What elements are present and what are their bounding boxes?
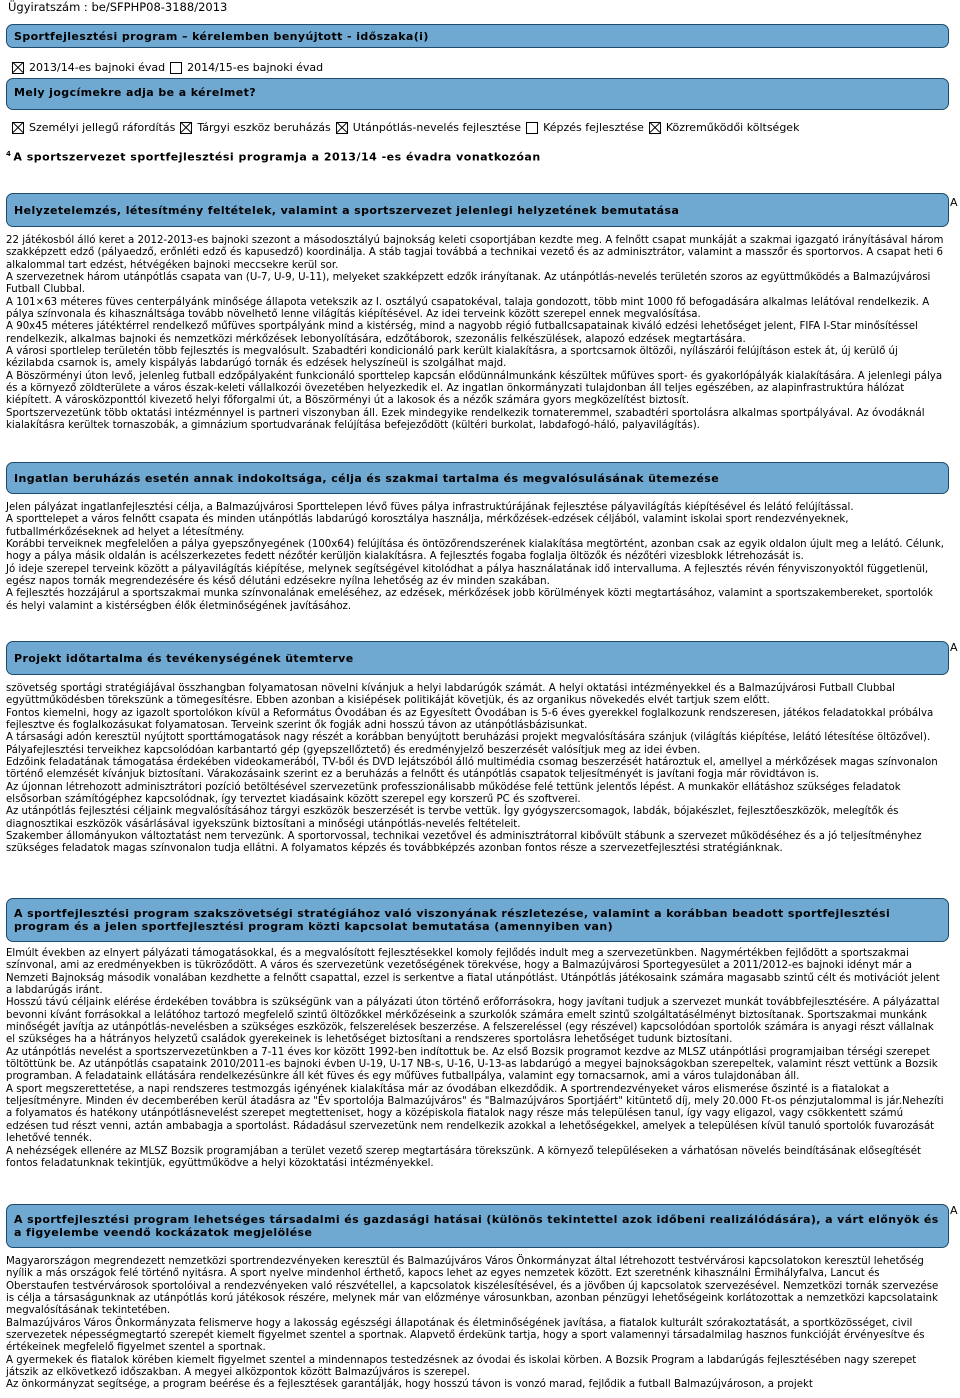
- season-options: [12, 61, 328, 74]
- paragraph: Edzőink feladatának támogatása érdekében videokamerából, TV-ből és DVD lejátszóból álló multimédia csomag beszerzését határoztuk el, amellyel a mérkőzések magas színvonalon történő elemzését kívánjuk biztosítani. Várakozásaink szerint ez a beruházás a felnőtt és utánpótlás csapatok teljesítményét is javítani fogja már rövidtávon is.: [6, 757, 938, 781]
- paragraph: Jelen pályázat ingatlanfejlesztési célja, a Balmazújvárosi Sporttelepen lévő füves pálya infrastruktúrájának fejlesztése pályavilágítás kiépítésével és lelátó felújítással.: [6, 502, 854, 513]
- section-title: Helyzetelemzés, létesítmény feltételek, valamint a sportszervezet jelenlegi helyzetének bemutatása: [14, 203, 680, 217]
- side-mark: A: [950, 641, 958, 654]
- investment-text: [6, 502, 946, 613]
- schedule-section-bar: [6, 641, 949, 675]
- paragraph: A Böszörményi úton levő, jelenleg futball edzőpályaként funkcionáló sporttelep kapcsán elődünnálmunkánk készültek műfüves sport- és gyakorlópályák kialakítására. A jelenlegi pálya és a környező zöldterülete a város észak-keleti vállalkozói övezetében helyezkedik el. Az ingatlan önkormányzati tulajdonban áll teljes egészében, az alapinfrastruktúra hálózat kiépített. A városközponttól kivezető helyi főforgalmi út, a Böszörményi út a lakosok és a nézők számára gyors megközelítést biztosít.: [6, 370, 943, 407]
- checked-box-icon[interactable]: [336, 122, 348, 134]
- empty-checkbox-icon[interactable]: [170, 62, 182, 74]
- checked-box-icon[interactable]: [649, 122, 661, 134]
- season-label: 2013/14-es bajnoki évad: [29, 61, 166, 74]
- paragraph: A városi sportlelep területén több fejlesztés is megvalósult. Szabadtéri kondicionáló park került kialakításra, a sportcsarnok öltözői, nyílászárói felújításon estek át, új kerülő új kézilabda csarnok is, amely kispályás labdarúgó tornák és edzések helyszíneül is szolgálhat majd.: [6, 346, 898, 370]
- section-title: Projekt időtartalma és tevékenységének ütemterve: [14, 651, 354, 665]
- category-option[interactable]: [649, 121, 800, 134]
- category-label: Utánpótlás-nevelés fejlesztése: [352, 121, 522, 134]
- paragraph: A szervezetnek három utánpótlás csapata van (U-7, U-9, U-11), melyeket szakképzett edzők irányítanak. Az utánpótlás-nevelés területén szoros az együttműködés a Balmazújvárosi Futball Clubbal.: [6, 272, 931, 296]
- season-label: 2014/15-es bajnoki évad: [187, 61, 324, 74]
- category-option[interactable]: [336, 121, 521, 134]
- paragraph: Sportszervezetünk több oktatási intézménnyel is partneri viszonyban áll. Ezek mindegyike rendelkezik tornateremmel, szabadtéri sportolásra alkalmas sportpályával. Az óvodáknál kialakításra kerültek tornaszobák, a gimnázium sportudvarának felújítása befejeződött (kültéri burkolat, labdafogó-háló, palyavilágítás).: [6, 407, 925, 432]
- program-title: [6, 150, 541, 164]
- checked-box-icon[interactable]: [12, 122, 24, 134]
- schedule-text: [6, 683, 946, 856]
- side-mark: A: [950, 1204, 958, 1217]
- strategy-section-bar: [6, 898, 949, 942]
- paragraph: A nehézségek ellenére az MLSZ Bozsik programjában a terület vezető szerep megtartására törekszünk. A környező településeken a várhatósan növelés beindításának elősegítését fontos feladatunknak tekintjük, együttműködve a helyi közoktatási intézményekkel.: [6, 1145, 921, 1169]
- paragraph: Az utánpótlás nevelést a sportszervezetünkben a 7-11 éves kor között 1992-ben indítottuk be. Az első Bozsik programot kezdve az MLSZ utánpótlási programjaiban térségi szerepet töltöttünk be. Az utánpótlás csapataink 2010/2011-es bajnoki évben U-19, U-17 NB-s, U-16, U-13-as labdarúgó a megyei bajnokságokban szerepeltek, valamint részt vettünk a Bozsik programban. A feladataink ellátására rendelkezésünkre áll két füves és egy műfüves futballpálya, valamint egy tornacsarnok, ami a város tulajdonában áll.: [6, 1046, 938, 1083]
- paragraph: Jó ideje szerepel terveink között a pályavilágítás kiépítése, melynek segítségével kitolódhat a pálya használatának idő intervalluma. A fejlesztés révén fényviszonyoktól függetlenül, egész napos tornák megrendezésére és késő délutáni edzésekre nyílna lehetőség az év minden szakában.: [6, 563, 929, 588]
- paragraph: A fejlesztés hozzájárul a sportszakmai munka színvonalának emeléséhez, az edzések, mérkőzések jobb körülmények közti megtartásához, valamint a sportszakembereket, sportolók és helyi valamint a kistérségben élők életminőségének javításához.: [6, 588, 933, 612]
- section-title: A sportfejlesztési program lehetséges társadalmi és gazdasági hatásai (különös tekintettel azok időbeni realizálódására), a várt előnyök és a figyelembe veendő kockázatok megjelölése: [14, 1213, 939, 1239]
- category-option[interactable]: [12, 121, 175, 134]
- paragraph: Az újonnan létrehozott adminisztrátori pozíció betöltésével szervezetünk professzionálisabb működése felé tettünk jelentős lépést. A munkakör ellátáshoz szükséges feladatok elsősorban számítógéphez kapcsolódnak, így terveztet kiadásaink között szerepel egy korszerű PC és szoftverei.: [6, 781, 901, 806]
- category-option[interactable]: [180, 121, 330, 134]
- period-title: Sportfejlesztési program – kérelemben benyújtott - időszaka(i): [14, 29, 429, 43]
- impact-text: [6, 1256, 946, 1392]
- paragraph: Elmúlt években az elnyert pályázati támogatásokkal, és a megvalósított fejlesztésekkel komoly fejlődés indult meg a szervezetünkben. Nagymértékben fejlődött a sportszakmai színvonal, ami az eredményekben is tükröződött. A város és szervezetünk vezetőségének törekvése, hogy a Balmazújvárosi Sportegyesület a 2011/2012-es bajnoki idényt már a Nemzeti Bajnokság második vonalában kezdhette a felnőtt csapattal, ezzel is serkentve a fiatal utánpótlást. Utánpótlás játékosaink számára magasabb szintű célt és motivációt jelent a labdarúgás iránt.: [6, 948, 940, 997]
- category-options: [12, 121, 804, 134]
- paragraph: A sport megszerettetése, a napi rendszeres testmozgás igényének kialakítása már az óvodában elkezdődik. A sportrendezvényeket város elismerése őszinté is a fiatalokat a teljesítményre. Minden év decemberében kerül átadásra az "Év sportolója Balmazújváros" és "Balmazújváros Sportjáért" kitüntető díj, mely 20.000 Ft-os pénzjutalommal is jár.Nehezíti a folyamatos és hatékony utánpótlásnevelést szerepet megtetteniset, hogy a középiskola fiatalok nagy része más településen tanul, így vagy eligazol, vagy csökkentett számú edzésen tud részt venni, aztán ambabagja a sportolást. Rádadásul szervezetünk nem rendelkezik azokkal a lehetőségekkel, amelyek a településen kívül tanuló sportolók fuvarozását lehetővé tennék.: [6, 1083, 944, 1145]
- category-label: Képzés fejlesztése: [543, 121, 644, 134]
- legal-basis-bar: [6, 78, 949, 110]
- legal-basis-title: Mely jogcímekre adja be a kérelmet?: [14, 86, 257, 99]
- paragraph: A 90x45 méteres játéktérrel rendelkező műfüves sportpályánk mind a kistérség, mind a nagyobb régió futballcsapatainak kiváló edzési lehetőséget jelent, FIFA I-Star minősítéssel rendelkezik, alkalmas bajnoki és nemzetközi mérkőzések lebonyolítására, edzőtáborok, szezonális felkészülések, alapozó edzések megtartására.: [6, 321, 918, 345]
- paragraph: A sporttelepet a város felnőtt csapata és minden utánpótlás labdarúgó korosztálya használja, mérkőzések-edzések céljából, valamint iskolai sport rendezvényeknek, futballmérkőzéseknek ad helyet a létesítmény.: [6, 514, 849, 538]
- season-option[interactable]: [170, 61, 323, 74]
- category-label: Személyi jellegű ráfordítás: [29, 121, 176, 134]
- paragraph: A 101×63 méteres füves centerpályánk minősége állapota vetekszik az I. osztályú csapatokéval, talaja gondozott, több mint 1000 fő befogadására alkalmas lelátóval rendelkezik. A pálya színvonala és kihasználtsága tovább növelhető lenne világítás kiépítésével. Az idei terveink között szerepel ennek megvalósítása.: [6, 296, 930, 321]
- paragraph: Fontos kiemelni, hogy az igazolt sportolókon kívül a Református Óvodában és az Egyesített Óvodában is 5-6 éves gyerekkel foglalkozunk rendszeresen, játékos feladatokkal próbálva fejlesztve és foglalkozásukat folyamatosan. Terveink szerint ők fogják adni hosszú távon az utánpótlásbázisunkat.: [6, 707, 934, 732]
- paragraph: 22 játékosból álló keret a 2012-2013-es bajnoki szezont a másodosztályú bajnokság keleti csoportjában kezdte meg. A felnőtt csapat munkáját a szakmai igazgató irányításával három szakképzett edző (pályaedző, erőnléti edző és kapusedző) koordinálja. A stáb tagjai továbbá a technikai vezető és az adminisztrátor, valamint a masszőr és sportorvos. A csapat heti 6 alkalommal tart edzést, hétvégéken bajnoki meccsekre kerül sor.: [6, 235, 944, 271]
- checked-box-icon[interactable]: [12, 62, 24, 74]
- category-label: Tárgyi eszköz beruházás: [197, 121, 331, 134]
- paragraph: A gyermekek és fiatalok körében kiemelt figyelmet szentel a mindennapos testedzésnek az óvodai és iskolai körben. A Bozsik Program a labdarúgás fejlesztésében nagy szerepet játszik az elkövetkező időszakban. A megyei alközpontok között Balmazújváros is szerepel.: [6, 1354, 917, 1379]
- paragraph: Az önkormányzat segítsége, a program beérése és a fejlesztések garantálják, hogy hosszú távon is vonzó marad, fejlődik a futball Balmazújvároson, a projekt: [6, 1379, 813, 1391]
- period-section-bar: [6, 24, 949, 48]
- paragraph: A társasági adón keresztül nyújtott sporttámogatások nagy részét a korábban benyújtott beruházási projekt megvalósítására szánjuk (világítás kiépítése, lelátó létesítése öltözővel). Pályafejlesztési terveikhez kapcsolódóan karbantartó gép (gyepszellőztető) és eredményjelző beszerzését valósítjuk meg az idei évben.: [6, 732, 931, 756]
- situation-text: [6, 235, 946, 433]
- side-mark: A: [950, 196, 958, 209]
- program-title-text: A sportszervezet sportfejlesztési programja a 2013/14 -es évadra vonatkozóan: [13, 150, 541, 164]
- category-option[interactable]: [526, 121, 644, 134]
- paragraph: Balmazújváros Város Önkormányzata felismerve hogy a lakosság egészségi állapotának és életminőségének javítása, a fiatalok kulturált szórakoztatását, a sportközösséget, civil szervezetek népességmegtartó szerepét kiemelt figyelmet szentel a sportnak. Alapvető érdekünk tartja, hogy a sport valamennyi társadalmilag hasznos funkcióját érvényesítve és értékeinek megfelelő figyelmet szentel a sportnak.: [6, 1317, 925, 1354]
- paragraph: Korábbi terveiknek megfelelően a pálya gyepszőnyegének (100x64) felújítása és öntözőrendszerének kialakítása megtörtént, azonban csak az egyik oldalon újult meg a lelátó. Célunk, hogy a pálya másik oldalán is acélszerkezetes fedett nézőtér kerüljön kialakításra. A fejlesztés fogaba foglalja öltözők és nézőtéri vizesblokk létrehozását is.: [6, 539, 945, 563]
- paragraph: Hosszú távú céljaink elérése érdekében továbbra is szükségünk van a pályázati úton történő erőforrásokra, hogy javítani tudjuk a szervezet munkát továbbfejlesztésére. A pályázattal bevonni kívánt forrásokkal a lelátóhoz tartozó megfelelő szintű öltözőkkel mérkőzéseink a szurkolók számára emelt szintű szolgáltatásélményt biztosítanak. Sportszakmai munkánk minőségét javítja az utánpótlás-nevelésben a szükséges eszközök, felszerelések beszerzése. A felszereléssel (egy részével) kapcsolódóan sportolók számára is anyagi részt vállalnak el szükséges ha a hátrányos helyzetű családok gyerekeinek is lehetőséget biztosítani a rendszeres sportolásra lehetőséget tudunk biztosítani.: [6, 997, 940, 1046]
- checked-box-icon[interactable]: [180, 122, 192, 134]
- section-title: Ingatlan beruházás esetén annak indokoltsága, célja és szakmai tartalma és megvalósulásának ütemezése: [14, 471, 720, 485]
- section-title: A sportfejlesztési program szakszövetségi stratégiához való viszonyának részletezése, valamint a korábban beadott sportfejlesztési program és a jelen sportfejlesztési program közti kapcsolat bemutatása (amennyiben van): [14, 907, 891, 933]
- empty-checkbox-icon[interactable]: [526, 122, 538, 134]
- season-option[interactable]: [12, 61, 165, 74]
- category-label: Közreműködői költségek: [665, 121, 800, 134]
- reference-number: Ügyiratszám : be/SFPHP08-3188/2013: [8, 0, 228, 14]
- footnote-marker: 4: [6, 150, 12, 158]
- paragraph: Szakember állományukon változtatást nem tervezünk. A sportorvossal, technikai vezetővel és adminisztrátorral kibővült stábunk a szervezet működéséhez és a jó teljesítményhez szükséges feladatok magas színvonalon tudja ellátni. A folyamatos képzés és továbbképzés azonban fontos része a szervezetfejlesztési stratégiánknak.: [6, 831, 922, 855]
- situation-section-bar: [6, 193, 949, 227]
- paragraph: Magyarországon megrendezett nemzetközi sportrendezvényeken keresztül és Balmazújváros Város Önkormányzat által létrehozott testvérvárosi kapcsolatokon keresztül lehetőség nyílik a más országok felé történő nyitásra. A sport nyelve mindenhol érthető, kapocs lehet az egyes nemzetek között. Ezt szeretnénk kihasználni Érmihályfalva, Lancut és Oberstaufen testvérvárosok sportolóival a rendezvényeken való részvétellel, a kapcsolatok kiszélesítésével, és a jövőben új kapcsolatok szervezésével. Nemzetközi tornák szervezése is célja a társaságunknak az utánpótlás korú játékosok részére, melynek már van előzménye városunkban, azonban pénzügyi lehetőségeink korlátozottak a nemzetközi kapcsolataink megvalósításának tekintetében.: [6, 1256, 939, 1317]
- impact-section-bar: [6, 1204, 949, 1248]
- paragraph: szövetség sportági stratégiájával összhangban folyamatosan növelni kívánjuk a helyi labdarúgók számát. A helyi oktatási intézményekkel és a Balmazújvárosi Futball Clubbal együttműködésben törekszünk a tömegesítésre. Ebben azonban a kisiépések politikáját követjük, és az organikus növekedés elvét tartjuk szem előtt.: [6, 683, 896, 707]
- strategy-text: [6, 948, 946, 1170]
- paragraph: Az utánpótlás fejlesztési céljaink megvalósításához tárgyi eszközök beszerzését is tervbe vettük. Így gyógyszercsomagok, labdák, bójakészlet, fejlesztőeszközök, melegítők és diagnosztikai eszközök vásárlásával igyekszünk biztosítani a minőségi utánpótlás-nevelés feltételeit.: [6, 806, 899, 830]
- investment-section-bar: [6, 462, 949, 494]
